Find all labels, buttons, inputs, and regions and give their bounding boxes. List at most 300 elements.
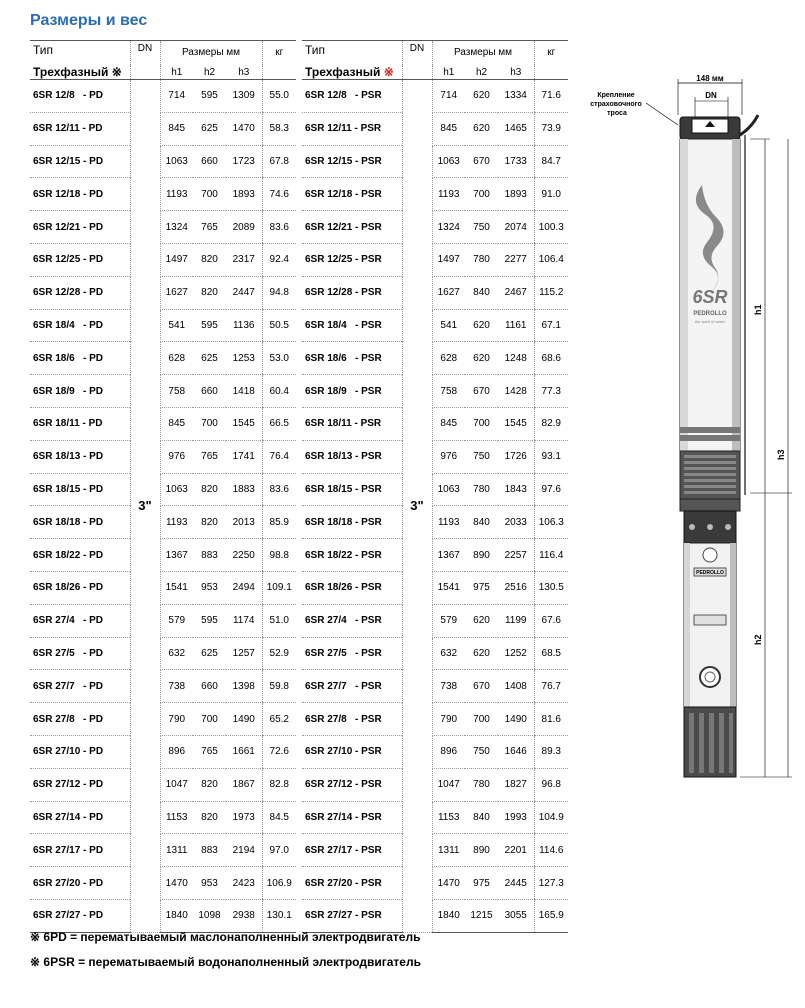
- table-row: [30, 867, 296, 900]
- cell-h3: 1253: [226, 342, 262, 375]
- h3-label: h3: [776, 449, 786, 460]
- cell-h1: 758: [432, 375, 465, 408]
- table-row: [302, 178, 568, 211]
- table-row: [30, 342, 296, 375]
- col-dims-header: Размеры мм: [160, 41, 262, 66]
- cell-kg: 114.6: [534, 834, 568, 867]
- cell-h3: 2516: [498, 571, 534, 604]
- table-row: [302, 571, 568, 604]
- cell-h3: 1136: [226, 309, 262, 342]
- cell-h3: 1418: [226, 375, 262, 408]
- cell-kg: 97.0: [262, 834, 296, 867]
- cell-h1: 579: [160, 604, 193, 637]
- col-h1-header: h1: [160, 65, 193, 80]
- cell-h2: 883: [193, 539, 226, 572]
- cell-type: 6SR 18/11 - PD: [30, 407, 130, 440]
- table-row: [30, 211, 296, 244]
- cell-h1: 790: [432, 703, 465, 736]
- cell-h1: 738: [160, 670, 193, 703]
- subtype-mark: ※: [111, 65, 122, 79]
- cell-h3: 1733: [498, 145, 534, 178]
- cell-dn: 3": [130, 80, 160, 933]
- cell-h2: 780: [465, 473, 498, 506]
- cell-kg: 76.4: [262, 440, 296, 473]
- cell-h3: 1470: [226, 112, 262, 145]
- table-row: [30, 768, 296, 801]
- cell-kg: 82.9: [534, 407, 568, 440]
- cell-h2: 620: [465, 80, 498, 113]
- col-kg-sub: [262, 65, 296, 80]
- cell-h2: 820: [193, 768, 226, 801]
- cell-h2: 840: [465, 801, 498, 834]
- cell-kg: 67.8: [262, 145, 296, 178]
- col-kg-header: кг: [534, 41, 568, 66]
- table-row: [30, 735, 296, 768]
- right-dimensions-table: [302, 40, 568, 933]
- table-row: [30, 309, 296, 342]
- cell-h1: 1840: [160, 899, 193, 932]
- table-row: [30, 670, 296, 703]
- cell-h2: 750: [465, 211, 498, 244]
- cell-type: 6SR 12/11 - PSR: [302, 112, 402, 145]
- cell-type: 6SR 18/13 - PSR: [302, 440, 402, 473]
- cell-h3: 2317: [226, 243, 262, 276]
- cell-h2: 765: [193, 735, 226, 768]
- cell-kg: 66.5: [262, 407, 296, 440]
- cell-h3: 2277: [498, 243, 534, 276]
- cell-h1: 1367: [432, 539, 465, 572]
- table-row: [302, 112, 568, 145]
- cell-h1: 790: [160, 703, 193, 736]
- cell-kg: 109.1: [262, 571, 296, 604]
- cable-label: Крепление страховочного троса: [590, 92, 642, 117]
- cell-kg: 52.9: [262, 637, 296, 670]
- cell-h3: 2201: [498, 834, 534, 867]
- cell-h1: 1627: [432, 276, 465, 309]
- cell-dn: 3": [402, 80, 432, 933]
- cell-h2: 660: [193, 670, 226, 703]
- cell-h1: 758: [160, 375, 193, 408]
- cell-h1: 1063: [432, 145, 465, 178]
- cell-h2: 700: [193, 178, 226, 211]
- cell-h1: 541: [432, 309, 465, 342]
- cell-h2: 820: [193, 473, 226, 506]
- h2-label: h2: [753, 634, 763, 645]
- cell-type: 6SR 27/17 - PD: [30, 834, 130, 867]
- logo-text: 6SR: [692, 287, 728, 307]
- cell-kg: 72.6: [262, 735, 296, 768]
- col-dn-header: DN: [130, 41, 160, 80]
- cell-h3: 1465: [498, 112, 534, 145]
- cell-h1: 1193: [432, 506, 465, 539]
- h1-label: h1: [753, 304, 763, 315]
- cell-h3: 1867: [226, 768, 262, 801]
- cell-h3: 1883: [226, 473, 262, 506]
- table-row: [302, 407, 568, 440]
- cell-h1: 541: [160, 309, 193, 342]
- cell-h3: 1661: [226, 735, 262, 768]
- footnote-pd: [30, 930, 420, 944]
- table-row: [30, 243, 296, 276]
- table-row: [302, 834, 568, 867]
- cell-h2: 700: [465, 178, 498, 211]
- cell-h1: 738: [432, 670, 465, 703]
- cell-type: 6SR 18/13 - PD: [30, 440, 130, 473]
- cell-h1: 1311: [432, 834, 465, 867]
- cell-h1: 896: [160, 735, 193, 768]
- cell-type: 6SR 18/22 - PSR: [302, 539, 402, 572]
- cell-h3: 1490: [498, 703, 534, 736]
- cell-kg: 106.3: [534, 506, 568, 539]
- cell-h1: 1047: [432, 768, 465, 801]
- cell-kg: 92.4: [262, 243, 296, 276]
- footnote-text: 6PSR = перематываемый водонаполненный электродвигатель: [43, 955, 421, 969]
- table-row: [302, 899, 568, 932]
- table-row: [302, 80, 568, 113]
- footnote-mark: ※: [30, 930, 41, 944]
- table-row: [302, 604, 568, 637]
- cell-h1: 1324: [432, 211, 465, 244]
- cell-h3: 2445: [498, 867, 534, 900]
- cell-h2: 750: [465, 440, 498, 473]
- table-row: [30, 80, 296, 113]
- cell-h2: 595: [193, 80, 226, 113]
- cell-h3: 1993: [498, 801, 534, 834]
- cell-h2: 620: [465, 342, 498, 375]
- cell-h1: 845: [160, 112, 193, 145]
- table-row: [302, 375, 568, 408]
- cell-h2: 1098: [193, 899, 226, 932]
- cell-h1: 1153: [432, 801, 465, 834]
- cell-h1: 1840: [432, 899, 465, 932]
- cell-h3: 1490: [226, 703, 262, 736]
- table-row: [30, 145, 296, 178]
- cell-h3: 1723: [226, 145, 262, 178]
- table-row: [302, 473, 568, 506]
- cell-h1: 1063: [160, 145, 193, 178]
- width-label: 148 мм: [696, 75, 724, 83]
- col-kg-sub: [534, 65, 568, 80]
- cell-type: 6SR 12/18 - PSR: [302, 178, 402, 211]
- cell-h2: 620: [465, 309, 498, 342]
- table-row: [30, 473, 296, 506]
- cell-kg: 84.5: [262, 801, 296, 834]
- cell-type: 6SR 18/22 - PD: [30, 539, 130, 572]
- cell-type: 6SR 27/5 - PSR: [302, 637, 402, 670]
- cell-h2: 765: [193, 211, 226, 244]
- cell-h1: 714: [432, 80, 465, 113]
- cell-h1: 1470: [160, 867, 193, 900]
- col-type-header: Тип: [30, 41, 130, 66]
- table-row: [302, 440, 568, 473]
- cell-kg: 127.3: [534, 867, 568, 900]
- cell-h2: 595: [193, 309, 226, 342]
- cell-kg: 165.9: [534, 899, 568, 932]
- cell-h3: 1252: [498, 637, 534, 670]
- cell-kg: 60.4: [262, 375, 296, 408]
- cell-h3: 1741: [226, 440, 262, 473]
- cell-type: 6SR 27/27 - PSR: [302, 899, 402, 932]
- cell-h3: 1893: [498, 178, 534, 211]
- cell-h1: 1470: [432, 867, 465, 900]
- cell-h3: 2938: [226, 899, 262, 932]
- brand-text: PEDROLLO: [693, 311, 727, 317]
- cell-h1: 632: [432, 637, 465, 670]
- cell-h3: 1827: [498, 768, 534, 801]
- cell-h2: 700: [193, 703, 226, 736]
- cell-h1: 976: [160, 440, 193, 473]
- cell-h2: 620: [465, 604, 498, 637]
- cell-h2: 780: [465, 768, 498, 801]
- cell-kg: 82.8: [262, 768, 296, 801]
- cell-kg: 71.6: [534, 80, 568, 113]
- cell-h2: 840: [465, 276, 498, 309]
- cell-kg: 104.9: [534, 801, 568, 834]
- cell-h2: 890: [465, 834, 498, 867]
- col-h2-header: h2: [465, 65, 498, 80]
- cell-h2: 660: [193, 375, 226, 408]
- cell-h3: 2089: [226, 211, 262, 244]
- cell-type: 6SR 27/27 - PD: [30, 899, 130, 932]
- cell-h1: 1541: [160, 571, 193, 604]
- cell-kg: 55.0: [262, 80, 296, 113]
- footnote-psr: [30, 955, 421, 969]
- cell-kg: 50.5: [262, 309, 296, 342]
- cell-h3: 2074: [498, 211, 534, 244]
- cell-type: 6SR 27/14 - PD: [30, 801, 130, 834]
- cell-type: 6SR 18/6 - PSR: [302, 342, 402, 375]
- cell-kg: 76.7: [534, 670, 568, 703]
- cell-kg: 67.6: [534, 604, 568, 637]
- cell-h1: 1193: [160, 506, 193, 539]
- cell-type: 6SR 27/12 - PD: [30, 768, 130, 801]
- cell-h2: 620: [465, 112, 498, 145]
- cell-type: 6SR 27/5 - PD: [30, 637, 130, 670]
- cell-kg: 130.5: [534, 571, 568, 604]
- cell-type: 6SR 27/20 - PSR: [302, 867, 402, 900]
- table-row: [302, 735, 568, 768]
- cell-h1: 579: [432, 604, 465, 637]
- cell-h1: 1063: [432, 473, 465, 506]
- brand-small: the spirit of water: [694, 319, 726, 324]
- cell-kg: 96.8: [534, 768, 568, 801]
- cell-h3: 1428: [498, 375, 534, 408]
- cell-h1: 632: [160, 637, 193, 670]
- cell-type: 6SR 27/7 - PSR: [302, 670, 402, 703]
- subtype-label: Трехфазный: [33, 65, 109, 79]
- cell-kg: 73.9: [534, 112, 568, 145]
- cell-h3: 2194: [226, 834, 262, 867]
- cell-h3: 1174: [226, 604, 262, 637]
- table-row: [302, 768, 568, 801]
- cell-h2: 595: [193, 604, 226, 637]
- cell-kg: 59.8: [262, 670, 296, 703]
- cell-kg: 94.8: [262, 276, 296, 309]
- cell-kg: 89.3: [534, 735, 568, 768]
- cell-type: 6SR 18/15 - PSR: [302, 473, 402, 506]
- col-h2-header: h2: [193, 65, 226, 80]
- cell-kg: 58.3: [262, 112, 296, 145]
- cell-h3: 1973: [226, 801, 262, 834]
- cell-h2: 820: [193, 801, 226, 834]
- cell-h1: 628: [160, 342, 193, 375]
- cell-h2: 670: [465, 145, 498, 178]
- cell-type: 6SR 18/9 - PD: [30, 375, 130, 408]
- footnote-mark: ※: [30, 955, 41, 969]
- cell-type: 6SR 18/18 - PD: [30, 506, 130, 539]
- cell-h3: 1893: [226, 178, 262, 211]
- cell-h3: 1545: [226, 407, 262, 440]
- cell-type: 6SR 12/21 - PD: [30, 211, 130, 244]
- table-row: [302, 539, 568, 572]
- cell-h1: 1497: [160, 243, 193, 276]
- footnote-text: 6PD = перематываемый маслонаполненный электродвигатель: [43, 930, 421, 944]
- cell-type: 6SR 12/15 - PSR: [302, 145, 402, 178]
- cell-h2: 670: [465, 375, 498, 408]
- cell-h3: 1726: [498, 440, 534, 473]
- cell-type: 6SR 27/4 - PSR: [302, 604, 402, 637]
- cell-kg: 115.2: [534, 276, 568, 309]
- cell-h2: 953: [193, 867, 226, 900]
- cell-h3: 3055: [498, 899, 534, 932]
- cell-type: 6SR 12/25 - PSR: [302, 243, 402, 276]
- cell-h2: 700: [465, 407, 498, 440]
- table-row: [302, 670, 568, 703]
- cell-h3: 2494: [226, 571, 262, 604]
- cell-type: 6SR 12/25 - PD: [30, 243, 130, 276]
- cell-type: 6SR 12/18 - PD: [30, 178, 130, 211]
- table-row: [30, 375, 296, 408]
- cell-h2: 883: [193, 834, 226, 867]
- cell-h2: 1215: [465, 899, 498, 932]
- cell-h1: 1153: [160, 801, 193, 834]
- cell-type: 6SR 12/11 - PD: [30, 112, 130, 145]
- cell-h2: 820: [193, 243, 226, 276]
- cell-h3: 1398: [226, 670, 262, 703]
- cell-h2: 765: [193, 440, 226, 473]
- col-dims-header: Размеры мм: [432, 41, 534, 66]
- table-row: [302, 506, 568, 539]
- cell-h3: 2447: [226, 276, 262, 309]
- cell-type: 6SR 27/10 - PD: [30, 735, 130, 768]
- cell-h3: 1257: [226, 637, 262, 670]
- cell-h3: 1161: [498, 309, 534, 342]
- col-dn-header: DN: [402, 41, 432, 80]
- table-row: [302, 637, 568, 670]
- cell-h3: 1408: [498, 670, 534, 703]
- cell-kg: 83.6: [262, 211, 296, 244]
- cell-h2: 625: [193, 112, 226, 145]
- table-row: [30, 703, 296, 736]
- table-row: [302, 276, 568, 309]
- cell-kg: 98.8: [262, 539, 296, 572]
- cell-kg: 68.5: [534, 637, 568, 670]
- cell-h3: 1545: [498, 407, 534, 440]
- table-row: [302, 801, 568, 834]
- cell-h3: 2250: [226, 539, 262, 572]
- cell-h1: 628: [432, 342, 465, 375]
- cell-kg: 53.0: [262, 342, 296, 375]
- subtype-mark: ※: [383, 65, 394, 79]
- cell-kg: 67.1: [534, 309, 568, 342]
- table-row: [30, 834, 296, 867]
- table-row: [30, 571, 296, 604]
- cell-h1: 714: [160, 80, 193, 113]
- cell-type: 6SR 27/10 - PSR: [302, 735, 402, 768]
- cell-type: 6SR 18/15 - PD: [30, 473, 130, 506]
- cell-type: 6SR 18/18 - PSR: [302, 506, 402, 539]
- cell-kg: 81.6: [534, 703, 568, 736]
- cell-h3: 2013: [226, 506, 262, 539]
- cell-type: 6SR 18/11 - PSR: [302, 407, 402, 440]
- cell-h1: 896: [432, 735, 465, 768]
- cell-h2: 750: [465, 735, 498, 768]
- cell-h3: 1199: [498, 604, 534, 637]
- cell-kg: 68.6: [534, 342, 568, 375]
- cell-type: 6SR 12/21 - PSR: [302, 211, 402, 244]
- cell-type: 6SR 18/26 - PD: [30, 571, 130, 604]
- cell-type: 6SR 12/8 - PD: [30, 80, 130, 113]
- cell-type: 6SR 27/20 - PD: [30, 867, 130, 900]
- cell-kg: 74.6: [262, 178, 296, 211]
- table-row: [302, 243, 568, 276]
- cell-h3: 2257: [498, 539, 534, 572]
- motor-brand: PEDROLLO: [696, 570, 724, 576]
- table-row: [30, 407, 296, 440]
- cell-type: 6SR 27/8 - PD: [30, 703, 130, 736]
- col-h3-header: h3: [226, 65, 262, 80]
- col-subtype-header: [30, 65, 130, 80]
- cell-h2: 780: [465, 243, 498, 276]
- cell-type: 6SR 27/12 - PSR: [302, 768, 402, 801]
- pump-drawing: [580, 75, 795, 795]
- cell-type: 6SR 18/9 - PSR: [302, 375, 402, 408]
- cell-kg: 106.4: [534, 243, 568, 276]
- left-dimensions-table: [30, 40, 296, 933]
- cell-type: 6SR 27/14 - PSR: [302, 801, 402, 834]
- table-row: [30, 539, 296, 572]
- cell-h1: 1541: [432, 571, 465, 604]
- table-row: [30, 506, 296, 539]
- dn-label: DN: [705, 91, 717, 100]
- cell-h1: 1311: [160, 834, 193, 867]
- cell-type: 6SR 18/4 - PD: [30, 309, 130, 342]
- cell-h1: 1324: [160, 211, 193, 244]
- cell-h2: 953: [193, 571, 226, 604]
- table-row: [302, 309, 568, 342]
- cell-h1: 1193: [432, 178, 465, 211]
- subtype-label: Трехфазный: [305, 65, 381, 79]
- cell-h2: 670: [465, 670, 498, 703]
- cell-type: 6SR 12/28 - PSR: [302, 276, 402, 309]
- col-h1-header: h1: [432, 65, 465, 80]
- col-type-header: Тип: [302, 41, 402, 66]
- cell-kg: 106.9: [262, 867, 296, 900]
- table-row: [30, 440, 296, 473]
- cell-kg: 116.4: [534, 539, 568, 572]
- cell-h2: 820: [193, 506, 226, 539]
- cell-h3: 2033: [498, 506, 534, 539]
- table-row: [302, 342, 568, 375]
- cell-h1: 845: [432, 112, 465, 145]
- cell-kg: 130.1: [262, 899, 296, 932]
- table-row: [302, 145, 568, 178]
- cell-h2: 975: [465, 867, 498, 900]
- cell-h2: 820: [193, 276, 226, 309]
- cell-type: 6SR 12/28 - PD: [30, 276, 130, 309]
- cell-type: 6SR 18/4 - PSR: [302, 309, 402, 342]
- cell-type: 6SR 12/15 - PD: [30, 145, 130, 178]
